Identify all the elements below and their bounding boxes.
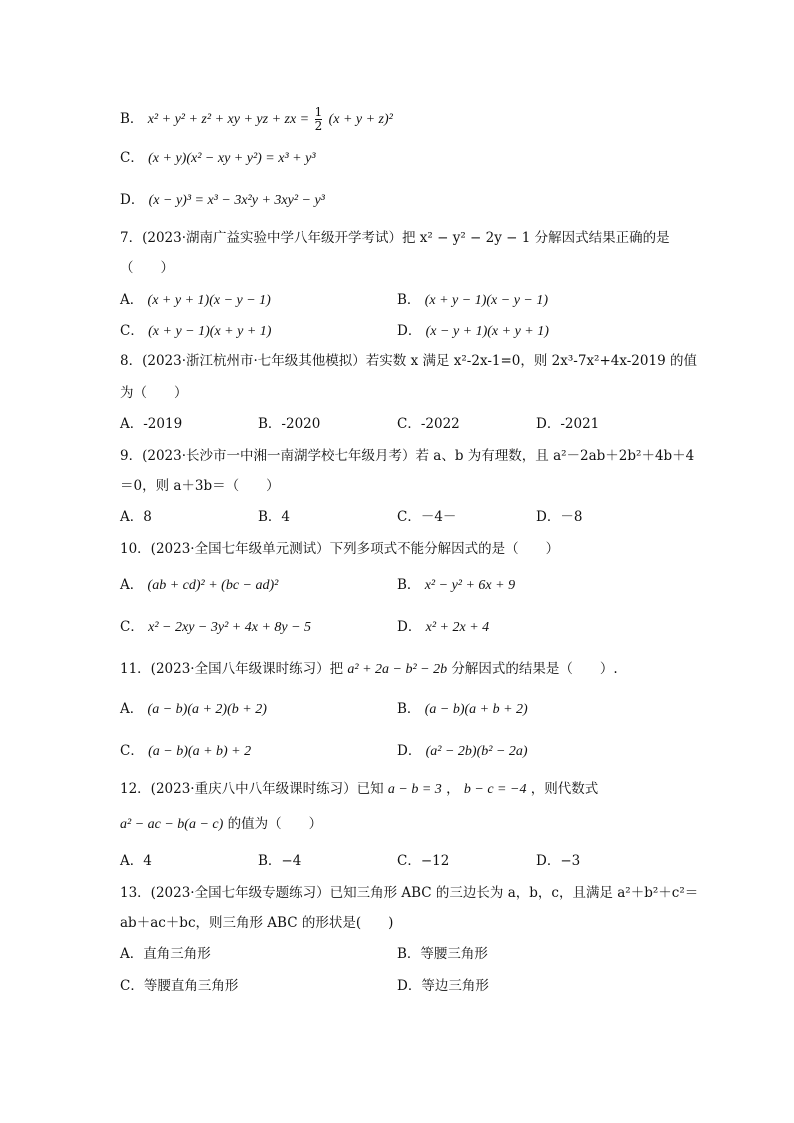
- option-letter: C．: [120, 150, 144, 166]
- option-letter: B．: [397, 292, 421, 308]
- q8-option-d[interactable]: D．-2021: [536, 416, 600, 432]
- option-letter: D．: [397, 743, 422, 759]
- q10-stem: 10．(2023·全国七年级单元测试）下列多项式不能分解因式的是（ ）: [120, 541, 560, 557]
- option-letter: A．: [120, 577, 144, 593]
- math-expression: (x + y − 1)(x + y + 1): [148, 324, 272, 339]
- q12-stem-line2: [120, 815, 322, 834]
- q9-option-a[interactable]: A．8: [120, 509, 152, 525]
- q7-option-b[interactable]: [397, 291, 548, 310]
- math-expression: x² − y² + 6x + 9: [424, 578, 516, 593]
- math-expression: (x − y + 1)(x + y + 1): [425, 324, 549, 339]
- math-expression: (x + y)(x² − xy + y²) = x³ + y³: [148, 151, 316, 166]
- q6-option-c[interactable]: [120, 149, 316, 168]
- math-expression: (a − b)(a + b) + 2: [148, 744, 252, 759]
- math-expression: (x − y)³ = x³ − 3x²y + 3xy² − y³: [148, 193, 325, 208]
- option-letter: A．: [120, 292, 144, 308]
- q12-option-b[interactable]: B．−4: [258, 853, 302, 869]
- q11-stem-prefix: 11．(2023·全国八年级课时练习）把: [120, 661, 344, 677]
- q11-option-d[interactable]: [397, 742, 528, 761]
- math-expression: (x + y + z)²: [328, 112, 393, 127]
- math-expression: (x + y + 1)(x − y − 1): [147, 293, 271, 308]
- q11-stem-suffix: 分解因式的结果是（ ）.: [451, 661, 618, 677]
- fraction: [315, 106, 323, 133]
- q10-option-a[interactable]: [120, 576, 278, 595]
- q11-stem: [120, 660, 618, 679]
- q12-stem-prefix: 12．(2023·重庆八中八年级课时练习）已知: [120, 781, 384, 797]
- q13-option-c[interactable]: C．等腰直角三角形: [120, 978, 239, 994]
- q8-option-c[interactable]: C．-2022: [397, 416, 460, 432]
- q8-stem: 8．(2023·浙江杭州市·七年级其他模拟）若实数 x 满足 x²-2x-1=0，则 2x³-7x²+4x-2019 的值: [120, 353, 697, 369]
- option-letter: B．: [397, 701, 421, 717]
- math-expression: b − c = −4: [463, 782, 527, 797]
- q9-option-c[interactable]: C．－4－: [397, 509, 457, 525]
- q7-option-d[interactable]: [397, 322, 549, 341]
- option-letter: D．: [120, 192, 145, 208]
- q8-option-a[interactable]: A．-2019: [120, 416, 183, 432]
- math-expression: (a − b)(a + b + 2): [424, 702, 528, 717]
- fraction-denominator: 2: [314, 119, 323, 133]
- q10-option-c[interactable]: [120, 618, 311, 637]
- fraction-numerator: 1: [314, 105, 323, 119]
- math-expression: x² + 2x + 4: [425, 620, 490, 635]
- q12-stem: [120, 780, 598, 799]
- option-letter: B．: [120, 111, 144, 127]
- math-expression: (ab + cd)² + (bc − ad)²: [147, 578, 279, 593]
- q13-stem-line2: ab＋ac＋bc，则三角形 ABC 的形状是( ): [120, 915, 394, 931]
- q12-stem-suffix: ，则代数式: [530, 781, 599, 797]
- q13-option-b[interactable]: B．等腰三角形: [397, 946, 488, 962]
- math-expression: a − b = 3: [387, 782, 442, 797]
- option-letter: A．: [120, 701, 144, 717]
- separator: ，: [446, 781, 460, 797]
- math-expression: a² + 2a − b² − 2b: [347, 662, 448, 677]
- math-expression: (a² − 2b)(b² − 2a): [425, 744, 528, 759]
- q7-answer-paren: （ ）: [120, 260, 174, 276]
- q9-stem: 9．(2023·长沙市一中湘一南湖学校七年级月考）若 a、b 为有理数，且 a²－2ab＋2b²＋4b＋4: [120, 448, 695, 464]
- q9-option-b[interactable]: B．4: [258, 509, 291, 525]
- q10-option-b[interactable]: [397, 576, 515, 595]
- q12-option-a[interactable]: A．4: [120, 853, 152, 869]
- math-expression: x² − 2xy − 3y² + 4x + 8y − 5: [148, 620, 312, 635]
- q6-option-b[interactable]: [120, 106, 393, 133]
- q7-option-c[interactable]: [120, 322, 271, 341]
- q6-option-d[interactable]: [120, 191, 325, 210]
- q11-option-c[interactable]: [120, 742, 251, 761]
- option-letter: D．: [397, 619, 422, 635]
- math-expression: (x + y − 1)(x − y − 1): [424, 293, 549, 308]
- q8-option-b[interactable]: B．-2020: [258, 416, 321, 432]
- option-letter: B．: [397, 577, 421, 593]
- option-letter: C．: [120, 743, 144, 759]
- option-letter: D．: [397, 323, 422, 339]
- q13-stem: 13．(2023·全国七年级专题练习）已知三角形 ABC 的三边长为 a，b，c，且满足 a²＋b²＋c²＝: [120, 885, 699, 901]
- q7-option-a[interactable]: [120, 291, 271, 310]
- q12-stem-line2-suffix: 的值为（ ）: [227, 816, 323, 832]
- q9-stem-line2: ＝0，则 a＋3b＝（ ）: [120, 478, 280, 494]
- math-expression: x² + y² + z² + xy + yz + zx =: [147, 112, 313, 127]
- q8-stem-line2: 为（ ）: [120, 385, 188, 401]
- q13-option-d[interactable]: D．等边三角形: [397, 978, 489, 994]
- q7-stem: 7．(2023·湖南广益实验中学八年级开学考试）把 x² − y² − 2y − 1 分解因式结果正确的是: [120, 230, 670, 246]
- math-expression: a² − ac − b(a − c): [120, 817, 224, 832]
- option-letter: C．: [120, 619, 144, 635]
- q11-option-a[interactable]: [120, 700, 267, 719]
- q10-option-d[interactable]: [397, 618, 489, 637]
- q12-option-d[interactable]: D．−3: [536, 853, 581, 869]
- q13-option-a[interactable]: A．直角三角形: [120, 946, 211, 962]
- option-letter: C．: [120, 323, 144, 339]
- q12-option-c[interactable]: C．−12: [397, 853, 450, 869]
- q11-option-b[interactable]: [397, 700, 528, 719]
- q9-option-d[interactable]: D．－8: [536, 509, 583, 525]
- math-expression: (a − b)(a + 2)(b + 2): [147, 702, 267, 717]
